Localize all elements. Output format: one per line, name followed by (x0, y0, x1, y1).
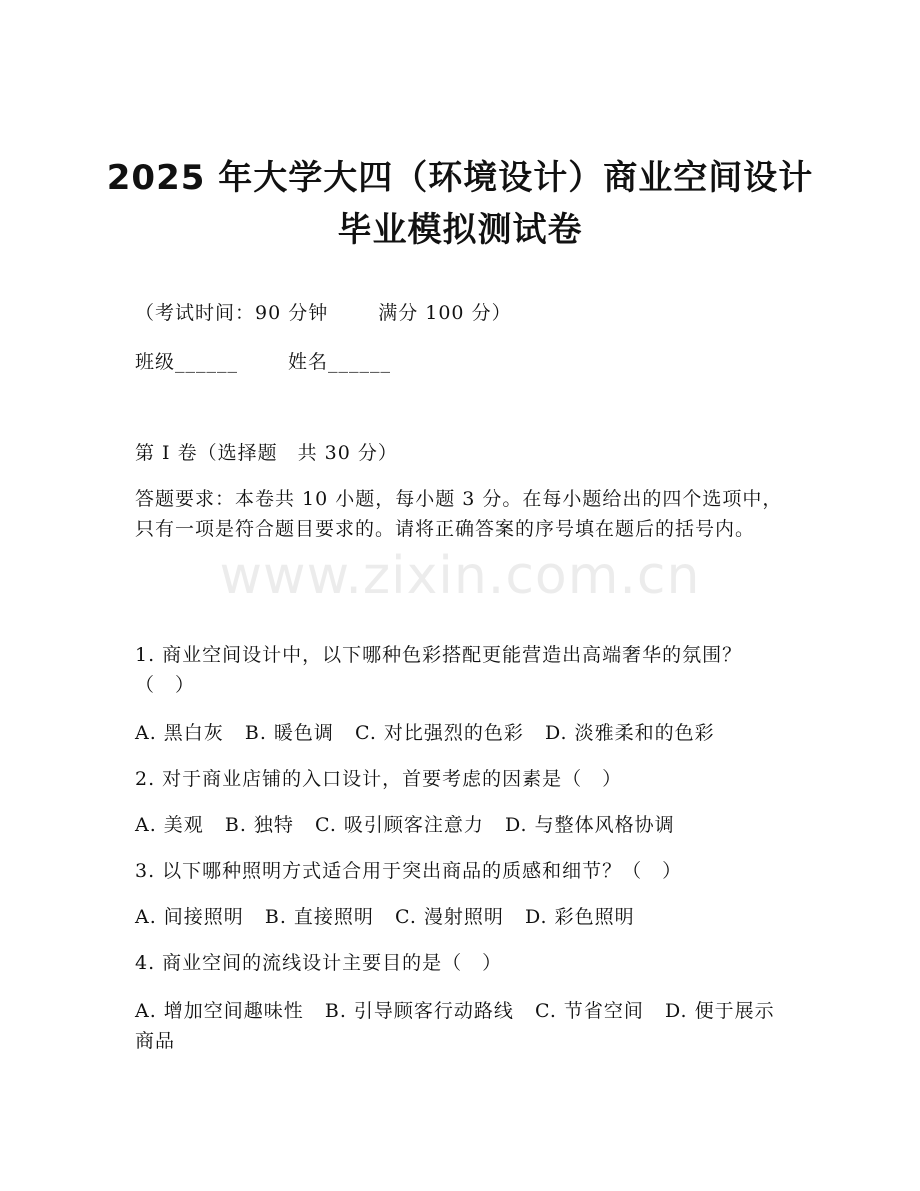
option-d[interactable]: D. 便于展示商品 (135, 1000, 775, 1052)
class-field: 班级______ (135, 351, 239, 373)
option-b[interactable]: B. 暖色调 (244, 722, 334, 744)
option-b[interactable]: B. 独特 (224, 814, 294, 836)
option-a[interactable]: A. 黑白灰 (135, 722, 224, 744)
option-d[interactable]: D. 与整体风格协调 (504, 814, 675, 836)
question-3-stem: 3. 以下哪种照明方式适合用于突出商品的质感和细节？（ ） (135, 860, 683, 882)
option-c[interactable]: C. 节省空间 (534, 1000, 644, 1022)
question-4-stem: 4. 商业空间的流线设计主要目的是（ ） (135, 952, 503, 974)
exam-info (135, 298, 512, 328)
option-b[interactable]: B. 直接照明 (264, 906, 374, 928)
option-a[interactable]: A. 间接照明 (135, 906, 244, 928)
question-3-options (135, 902, 635, 932)
student-info (135, 347, 391, 377)
section-heading: 第 I 卷（选择题 共 30 分） (135, 442, 398, 464)
option-a[interactable]: A. 美观 (135, 814, 204, 836)
question-2-stem: 2. 对于商业店铺的入口设计，首要考虑的因素是（ ） (135, 768, 623, 790)
question-2-options (135, 810, 675, 840)
watermark: www.zixin.com.cn (219, 546, 701, 606)
name-field: 姓名______ (288, 351, 392, 373)
exam-time: （考试时间：90 分钟 (135, 302, 329, 324)
option-a[interactable]: A. 增加空间趣味性 (135, 1000, 304, 1022)
option-d[interactable]: D. 淡雅柔和的色彩 (544, 722, 715, 744)
exam-title-line2: 毕业模拟测试卷 (337, 210, 583, 250)
exam-title-line1: 2025 年大学大四（环境设计）商业空间设计 (106, 158, 814, 198)
question-4-options (135, 996, 785, 1056)
section-instructions: 答题要求：本卷共 10 小题，每小题 3 分。在每小题给出的四个选项中，只有一项是符合题目要求的。请将正确答案的序号填在题后的括号内。 (135, 488, 783, 540)
option-c[interactable]: C. 漫射照明 (394, 906, 504, 928)
option-b[interactable]: B. 引导顾客行动路线 (324, 1000, 514, 1022)
exam-full-score: 满分 100 分） (378, 302, 512, 324)
option-c[interactable]: C. 吸引顾客注意力 (314, 814, 484, 836)
question-1-options (135, 718, 715, 748)
option-c[interactable]: C. 对比强烈的色彩 (354, 722, 524, 744)
question-1-stem: 1. 商业空间设计中，以下哪种色彩搭配更能营造出高端奢华的氛围？（ ） (135, 644, 743, 696)
option-d[interactable]: D. 彩色照明 (524, 906, 635, 928)
